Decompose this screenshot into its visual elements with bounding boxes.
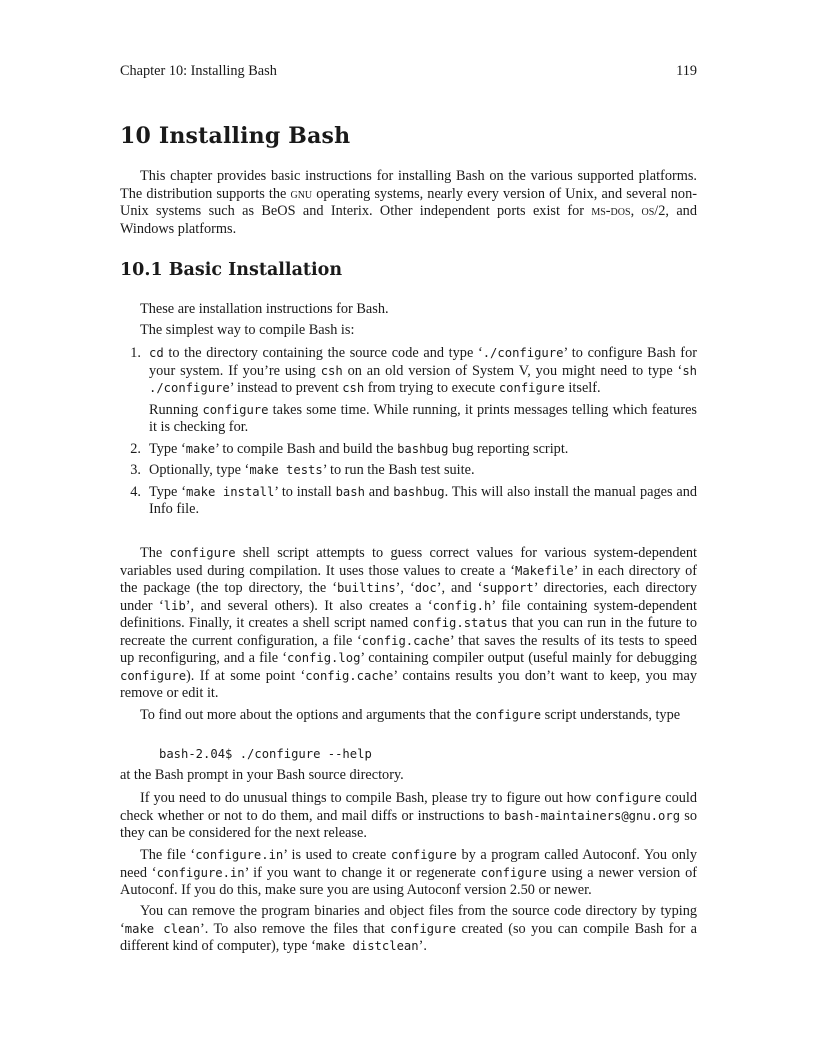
intro-paragraph: This chapter provides basic instructions for installing Bash on the various supported platforms. The distribution supports the gnu operating systems, nearly every version of Unix, and several non-Unix systems such as BeOS and Interix. Other independent ports exist for ms-dos, os/2, and Windows platforms.	[120, 168, 697, 237]
configure-paragraph: The configure shell script attempts to guess correct values for various system-dependent variables used during compilation. It uses those values to create a ‘Makefile’ in each directory of the package (the top directory, the ‘builtins’, ‘doc’, and ‘support’ directories, each directory under ‘lib’, and several others). It also creates a ‘config.h’ file containing system-dependent definitions. Finally, it creates a shell script named config.status that you can run in the future to recreate the current configuration, a file ‘config.cache’ that saves the results of its tests to speed up reconfiguring, and a file ‘config.log’ containing compiler output (useful mainly for debugging configure). If at some point ‘config.cache’ contains results you don’t want to keep, you may remove or edit it.	[120, 545, 698, 701]
code-example: bash-2.04$ ./configure --help	[159, 747, 372, 761]
paragraph: If you need to do unusual things to compile Bash, please try to figure out how configure could check whether or not to do them, and mail diffs or instructions to bash-maintainers@gnu.org so they can be considered for the next release.	[120, 790, 697, 841]
list-item: 1. cd to the directory containing the source code and type ‘./configure’ to configure Bash for your system. If you’re using csh on an old version of System V, you might need to type ‘sh ./configure’ instead to prevent csh from trying to execute configure itself. Running configure takes some time. While running, it prints messages telling which features it is checking for.	[130, 345, 697, 435]
list-item: 3. Optionally, type ‘make tests’ to run the Bash test suite.	[130, 462, 475, 478]
chapter-title: 10 Installing Bash	[120, 123, 351, 149]
paragraph: The simplest way to compile Bash is:	[140, 322, 355, 338]
paragraph: at the Bash prompt in your Bash source directory.	[120, 767, 404, 783]
paragraph: The file ‘configure.in’ is used to create configure by a program called Autoconf. You only need ‘configure.in’ if you want to change it or regenerate configure using a newer version of Autoconf. If you do this, make sure you are using Autoconf version 2.50 or newer.	[120, 847, 697, 898]
paragraph: You can remove the program binaries and object files from the source code directory by typing ‘make clean’. To also remove the files that configure created (so you can compile Bash for a different kind of computer), type ‘make distclean’.	[120, 903, 697, 954]
list-item: 2. Type ‘make’ to compile Bash and build the bashbug bug reporting script.	[130, 440, 569, 457]
section-title: 10.1 Basic Installation	[120, 260, 343, 280]
running-header-chapter: Chapter 10: Installing Bash	[120, 63, 277, 79]
list-item: 4. Type ‘make install’ to install bash and bashbug. This will also install the manual pages and Info file.	[130, 483, 697, 517]
install-steps-list	[120, 345, 697, 523]
paragraph: To find out more about the options and arguments that the configure script understands, type	[140, 707, 681, 723]
page-number: 119	[676, 63, 697, 79]
paragraph: These are installation instructions for Bash.	[140, 301, 389, 317]
running-header	[120, 63, 697, 80]
